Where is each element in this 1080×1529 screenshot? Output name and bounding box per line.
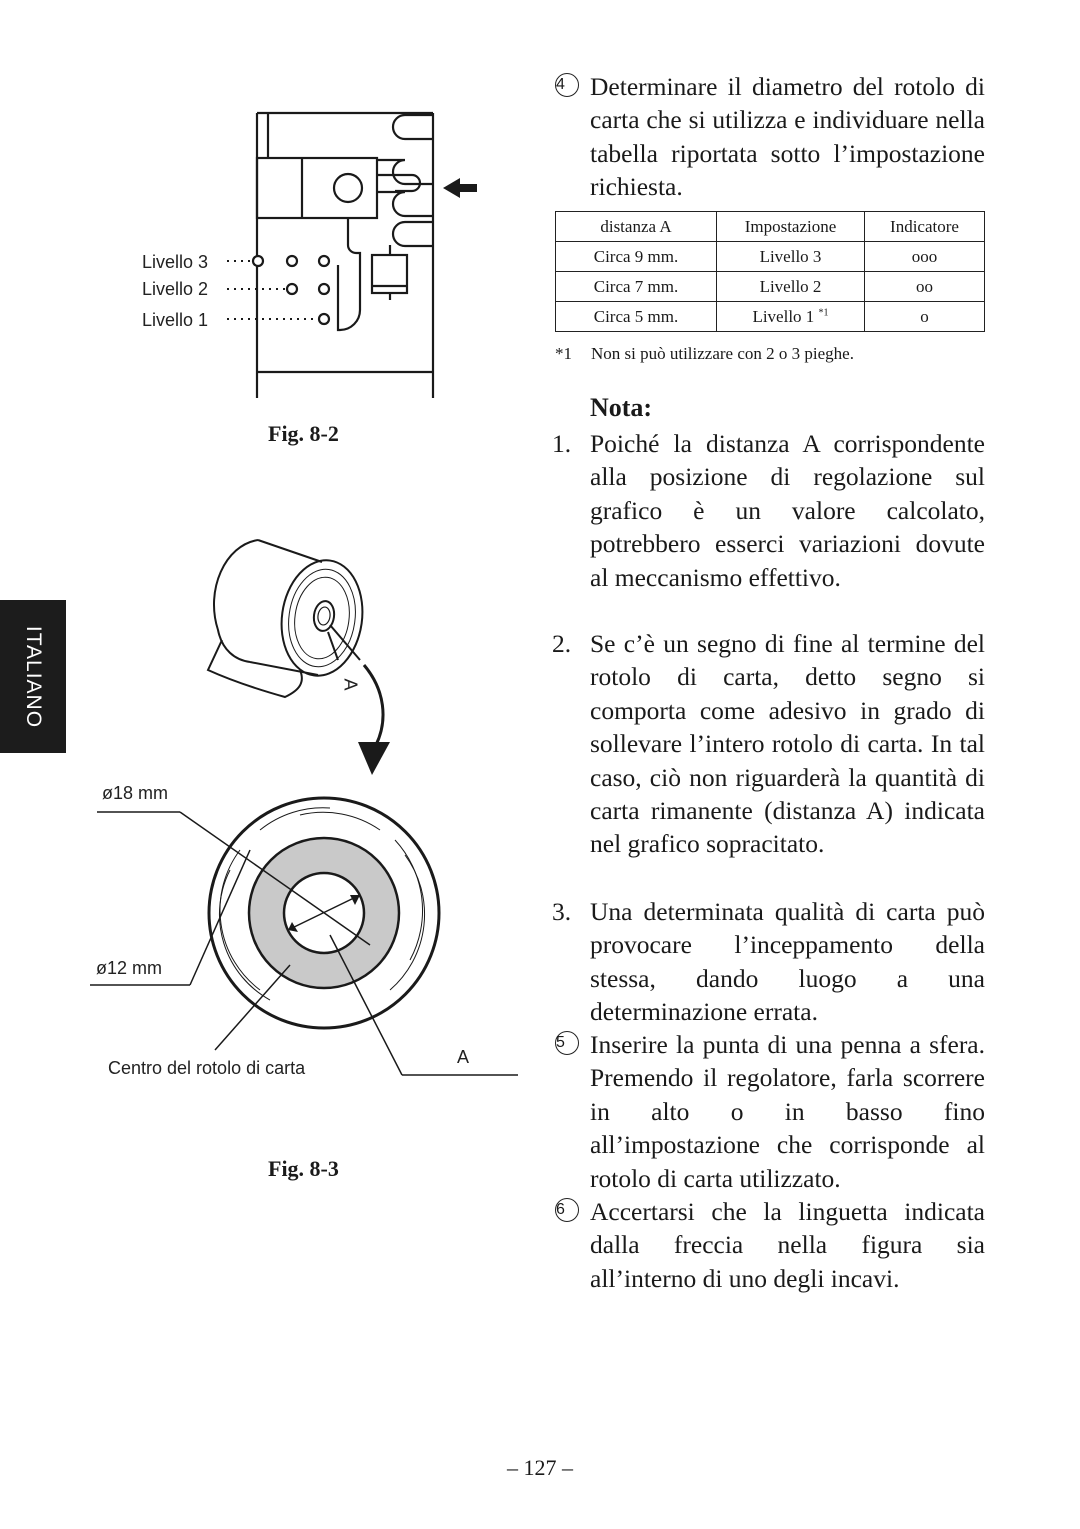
note-item-text: Una determinata qualità di carta può provocare l’inceppamento della stessa, dando luogo a una determinazione errata. bbox=[590, 897, 985, 1027]
step-6-number: 6 bbox=[555, 1198, 579, 1222]
note-item-number: 2. bbox=[552, 629, 572, 658]
page-number: – 127 – bbox=[507, 1455, 573, 1480]
table-row bbox=[556, 302, 985, 332]
step-4 bbox=[556, 70, 985, 204]
level-2-label: Livello 2 bbox=[142, 279, 209, 299]
step-4-text: Determinare il diametro del rotolo di carta che si utilizza e individuare nella tabella riportata sotto l’impostazione richiesta. bbox=[590, 72, 985, 202]
footnote-reference: *1 bbox=[818, 306, 829, 318]
table-header: distanza A bbox=[556, 212, 717, 242]
figure-8-2-drawing bbox=[0, 0, 520, 420]
table-row bbox=[556, 242, 985, 272]
step-5-number: 5 bbox=[555, 1031, 579, 1055]
settings-table bbox=[555, 211, 985, 332]
figure-8-2-caption: Fig. 8-2 bbox=[268, 421, 339, 446]
table-cell: Circa 7 mm. bbox=[556, 272, 717, 302]
table-header: Impostazione bbox=[717, 212, 865, 242]
diameter-18mm-label: ø18 mm bbox=[102, 783, 169, 803]
table-cell: ooo bbox=[865, 242, 985, 272]
table-cell: Livello 3 bbox=[717, 242, 865, 272]
note-item-number: 1. bbox=[552, 429, 572, 458]
note-item-1 bbox=[552, 427, 985, 594]
table-cell: Circa 5 mm. bbox=[556, 302, 717, 332]
table-cell: Livello 2 bbox=[717, 272, 865, 302]
roll-distance-a-label: A bbox=[340, 678, 361, 691]
table-header-row bbox=[556, 212, 985, 242]
figure-8-3-caption: Fig. 8-3 bbox=[268, 1156, 339, 1181]
table-cell bbox=[717, 302, 865, 332]
figure-8-3-drawing bbox=[0, 520, 540, 1120]
footnote-mark: *1 bbox=[555, 344, 572, 363]
table-cell-text: Livello 1 bbox=[752, 306, 815, 326]
table-cell: o bbox=[865, 302, 985, 332]
table-cell: oo bbox=[865, 272, 985, 302]
note-item-text: Poiché la distanza A corrispondente alla posizione di regolazione sul grafico è un valore calcolato, potrebbero esserci variazioni dovute al meccanismo effettivo. bbox=[590, 429, 985, 592]
step-5 bbox=[556, 1028, 985, 1195]
side-tab-label: ITALIANO bbox=[22, 625, 45, 728]
table-header: Indicatore bbox=[865, 212, 985, 242]
distance-a-label: A bbox=[457, 1047, 470, 1067]
table-row bbox=[556, 272, 985, 302]
note-item-text: Se c’è un segno di fine al termine del rotolo di carta, detto segno si comporta come adesivo in grado di sollevare l’intero rotolo di carta. In tal caso, ciò non riguarderà la quantità di carta rimanente (distanza A) indicata nel grafico sopracitato. bbox=[590, 629, 985, 859]
diameter-12mm-label: ø12 mm bbox=[96, 958, 163, 978]
level-3-label: Livello 3 bbox=[142, 252, 209, 272]
step-5-text: Inserire la punta di una penna a sfera. Premendo il regolatore, farla scorrere in alto o in basso fino all’impostazione che corrisponde al rotolo di carta utilizzato. bbox=[590, 1030, 985, 1193]
footnote-text: Non si può utilizzare con 2 o 3 pieghe. bbox=[591, 344, 854, 363]
note-item-3 bbox=[552, 895, 985, 1029]
note-item-number: 3. bbox=[552, 897, 572, 926]
table-cell: Circa 9 mm. bbox=[556, 242, 717, 272]
step-6-text: Accertarsi che la linguetta indicata dalla freccia nella figura sia all’interno di uno degli incavi. bbox=[590, 1197, 985, 1293]
roll-center-label: Centro del rotolo di carta bbox=[108, 1058, 306, 1078]
step-4-number: 4 bbox=[555, 73, 579, 97]
step-6 bbox=[556, 1195, 985, 1295]
note-title: Nota: bbox=[590, 393, 653, 422]
table-footnote bbox=[555, 344, 854, 364]
note-item-2 bbox=[552, 627, 985, 861]
level-1-label: Livello 1 bbox=[142, 310, 209, 330]
